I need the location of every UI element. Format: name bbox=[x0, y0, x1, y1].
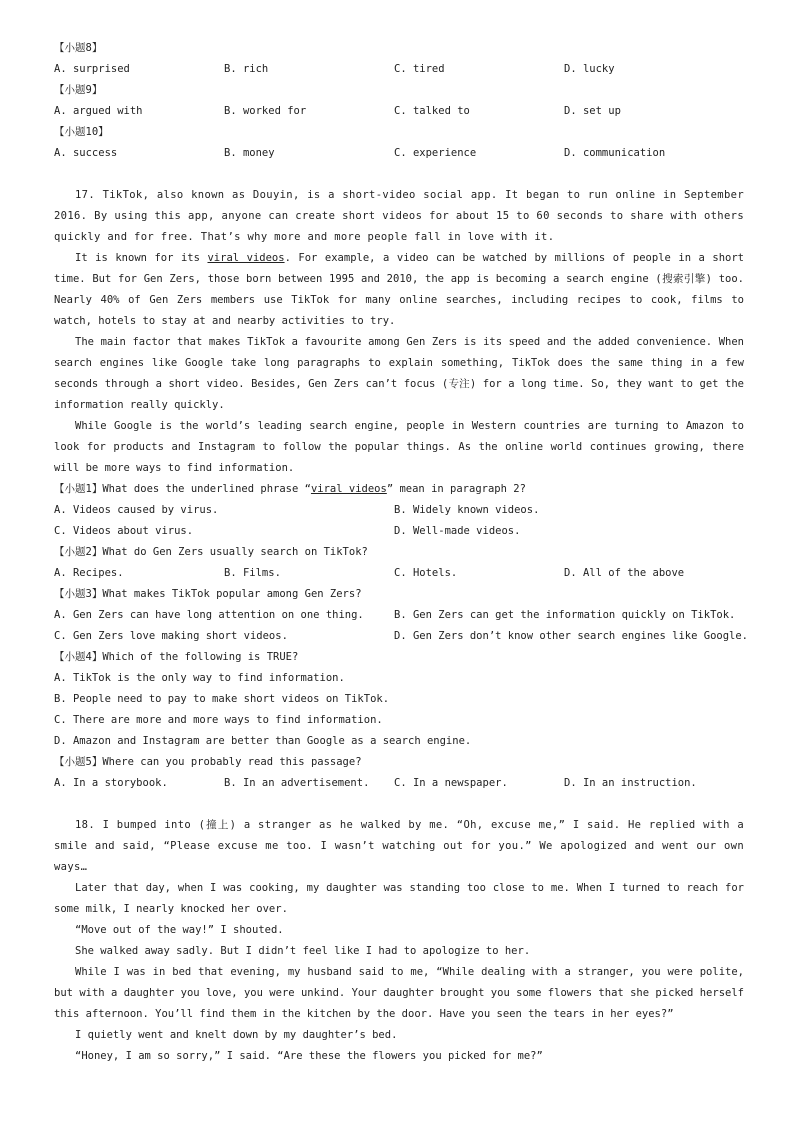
paragraph-text: . For example, a video can be watched by millions of people in a short time. But for Gen Zers, those born between 1995 and 2010, the app is becoming a search engine (搜索引擎) too. Nearly 40% of Gen Zers members use TikTok for many online searches, including recipes to cook, films to watch, hotels to stay at and nearby activities to try. bbox=[54, 252, 745, 327]
option-b: B. Films. bbox=[224, 567, 281, 579]
option-a: A. In a storybook. bbox=[54, 777, 168, 789]
passage-18-paragraph-6: I quietly went and knelt down by my daughter’s bed. bbox=[75, 1029, 398, 1041]
option-b: B. rich bbox=[224, 63, 269, 75]
question-2-options bbox=[54, 563, 744, 584]
question-tag-9: 【小题9】 bbox=[54, 84, 103, 96]
passage-18-paragraph-7: “Honey, I am so sorry,” I said. “Are these the flowers you picked for me?” bbox=[75, 1050, 543, 1062]
option-c: C. experience bbox=[394, 147, 477, 159]
option-a: A. argued with bbox=[54, 105, 143, 117]
paragraph-text: It is known for its bbox=[75, 252, 208, 264]
passage-18-paragraph-2: Later that day, when I was cooking, my daughter was standing too close to me. When I turned to reach for some milk, I nearly knocked her over. bbox=[54, 882, 744, 915]
option-d: D. In an instruction. bbox=[564, 777, 697, 789]
option-c: C. Gen Zers love making short videos. bbox=[54, 630, 288, 642]
question-text: What makes TikTok popular among Gen Zers? bbox=[102, 588, 362, 600]
question-4 bbox=[54, 647, 744, 668]
option-a: A. success bbox=[54, 147, 118, 159]
question-8-options bbox=[54, 59, 744, 80]
question-9-options bbox=[54, 101, 744, 122]
passage-18-paragraph-3: “Move out of the way!” I shouted. bbox=[75, 924, 284, 936]
option-d: D. Well-made videos. bbox=[394, 525, 521, 537]
option-b: B. money bbox=[224, 147, 275, 159]
option-c: C. In a newspaper. bbox=[394, 777, 508, 789]
option-d: D. communication bbox=[564, 147, 666, 159]
option-a: A. Videos caused by virus. bbox=[54, 504, 219, 516]
question-1 bbox=[54, 479, 744, 500]
question-tag: 【小题4】 bbox=[54, 651, 103, 663]
option-d: D. Amazon and Instagram are better than Google as a search engine. bbox=[54, 735, 472, 747]
option-d: D. All of the above bbox=[564, 567, 685, 579]
question-text: ” mean in paragraph 2? bbox=[386, 483, 526, 495]
question-tag: 【小题1】 bbox=[54, 483, 103, 495]
question-3-options-row-1 bbox=[54, 605, 744, 626]
option-c: C. tired bbox=[394, 63, 445, 75]
passage-17-paragraph-1: 17. TikTok, also known as Douyin, is a short-video social app. It began to run online in September 2016. By using this app, anyone can create short videos for about 15 to 60 seconds to share with others quickly and for free. That’s why more and more people fall in love with it. bbox=[54, 189, 744, 243]
option-b: B. People need to pay to make short videos on TikTok. bbox=[54, 693, 390, 705]
question-tag-10: 【小题10】 bbox=[54, 126, 109, 138]
question-tag: 【小题2】 bbox=[54, 546, 103, 558]
question-tag-8: 【小题8】 bbox=[54, 42, 103, 54]
question-10-options bbox=[54, 143, 744, 164]
question-text: What does the underlined phrase “ bbox=[102, 483, 311, 495]
passage-17-paragraph-3: The main factor that makes TikTok a favourite among Gen Zers is its speed and the added convenience. When search engines like Google take long paragraphs to explain something, TikTok does the same thing in a few seconds through a short video. Besides, Gen Zers can’t focus (专注) for a long time. So, they want to get the information really quickly. bbox=[54, 336, 744, 411]
question-1-options-row-1 bbox=[54, 500, 744, 521]
passage-18-paragraph-1: 18. I bumped into (撞上) a stranger as he walked by me. “Oh, excuse me,” I said. He replied with a smile and said, “Please excuse me too. I wasn’t watching out for you.” We apologized and went our own ways… bbox=[54, 819, 744, 873]
underlined-phrase: viral videos bbox=[207, 252, 285, 264]
option-d: D. lucky bbox=[564, 63, 615, 75]
question-3-options-row-2 bbox=[54, 626, 749, 647]
question-text: Which of the following is TRUE? bbox=[102, 651, 299, 663]
passage-17-paragraph-4: While Google is the world’s leading search engine, people in Western countries are turning to Amazon to look for products and Instagram to follow the popular things. As the online world continues growing, there will be more ways to find information. bbox=[54, 420, 744, 474]
option-a: A. TikTok is the only way to find information. bbox=[54, 672, 345, 684]
option-b: B. In an advertisement. bbox=[224, 777, 370, 789]
underlined-phrase: viral videos bbox=[310, 483, 387, 495]
option-c: C. talked to bbox=[394, 105, 470, 117]
option-d: D. set up bbox=[564, 105, 621, 117]
document-page bbox=[54, 38, 749, 1067]
passage-18-paragraph-5: While I was in bed that evening, my husband said to me, “While dealing with a stranger, you were polite, but with a daughter you love, you were unkind. Your daughter brought you some flowers that she picked herself this afternoon. You’ll find them in the kitchen by the door. Have you seen the tears in her eyes?” bbox=[54, 966, 744, 1020]
question-text: What do Gen Zers usually search on TikTok? bbox=[102, 546, 368, 558]
option-b: B. Gen Zers can get the information quickly on TikTok. bbox=[394, 609, 736, 621]
question-2 bbox=[54, 542, 744, 563]
passage-17-paragraph-2 bbox=[54, 248, 744, 332]
option-c: C. Videos about virus. bbox=[54, 525, 194, 537]
question-5 bbox=[54, 752, 744, 773]
question-5-options bbox=[54, 773, 744, 794]
question-tag: 【小题5】 bbox=[54, 756, 103, 768]
option-a: A. Recipes. bbox=[54, 567, 124, 579]
passage-18-paragraph-4: She walked away sadly. But I didn’t feel like I had to apologize to her. bbox=[75, 945, 531, 957]
option-b: B. worked for bbox=[224, 105, 307, 117]
question-3 bbox=[54, 584, 744, 605]
option-d: D. Gen Zers don’t know other search engines like Google. bbox=[394, 630, 749, 642]
question-text: Where can you probably read this passage? bbox=[102, 756, 362, 768]
question-1-options-row-2 bbox=[54, 521, 744, 542]
option-a: A. surprised bbox=[54, 63, 130, 75]
option-b: B. Widely known videos. bbox=[394, 504, 540, 516]
option-c: C. Hotels. bbox=[394, 567, 458, 579]
option-a: A. Gen Zers can have long attention on one thing. bbox=[54, 609, 364, 621]
question-tag: 【小题3】 bbox=[54, 588, 103, 600]
option-c: C. There are more and more ways to find information. bbox=[54, 714, 383, 726]
